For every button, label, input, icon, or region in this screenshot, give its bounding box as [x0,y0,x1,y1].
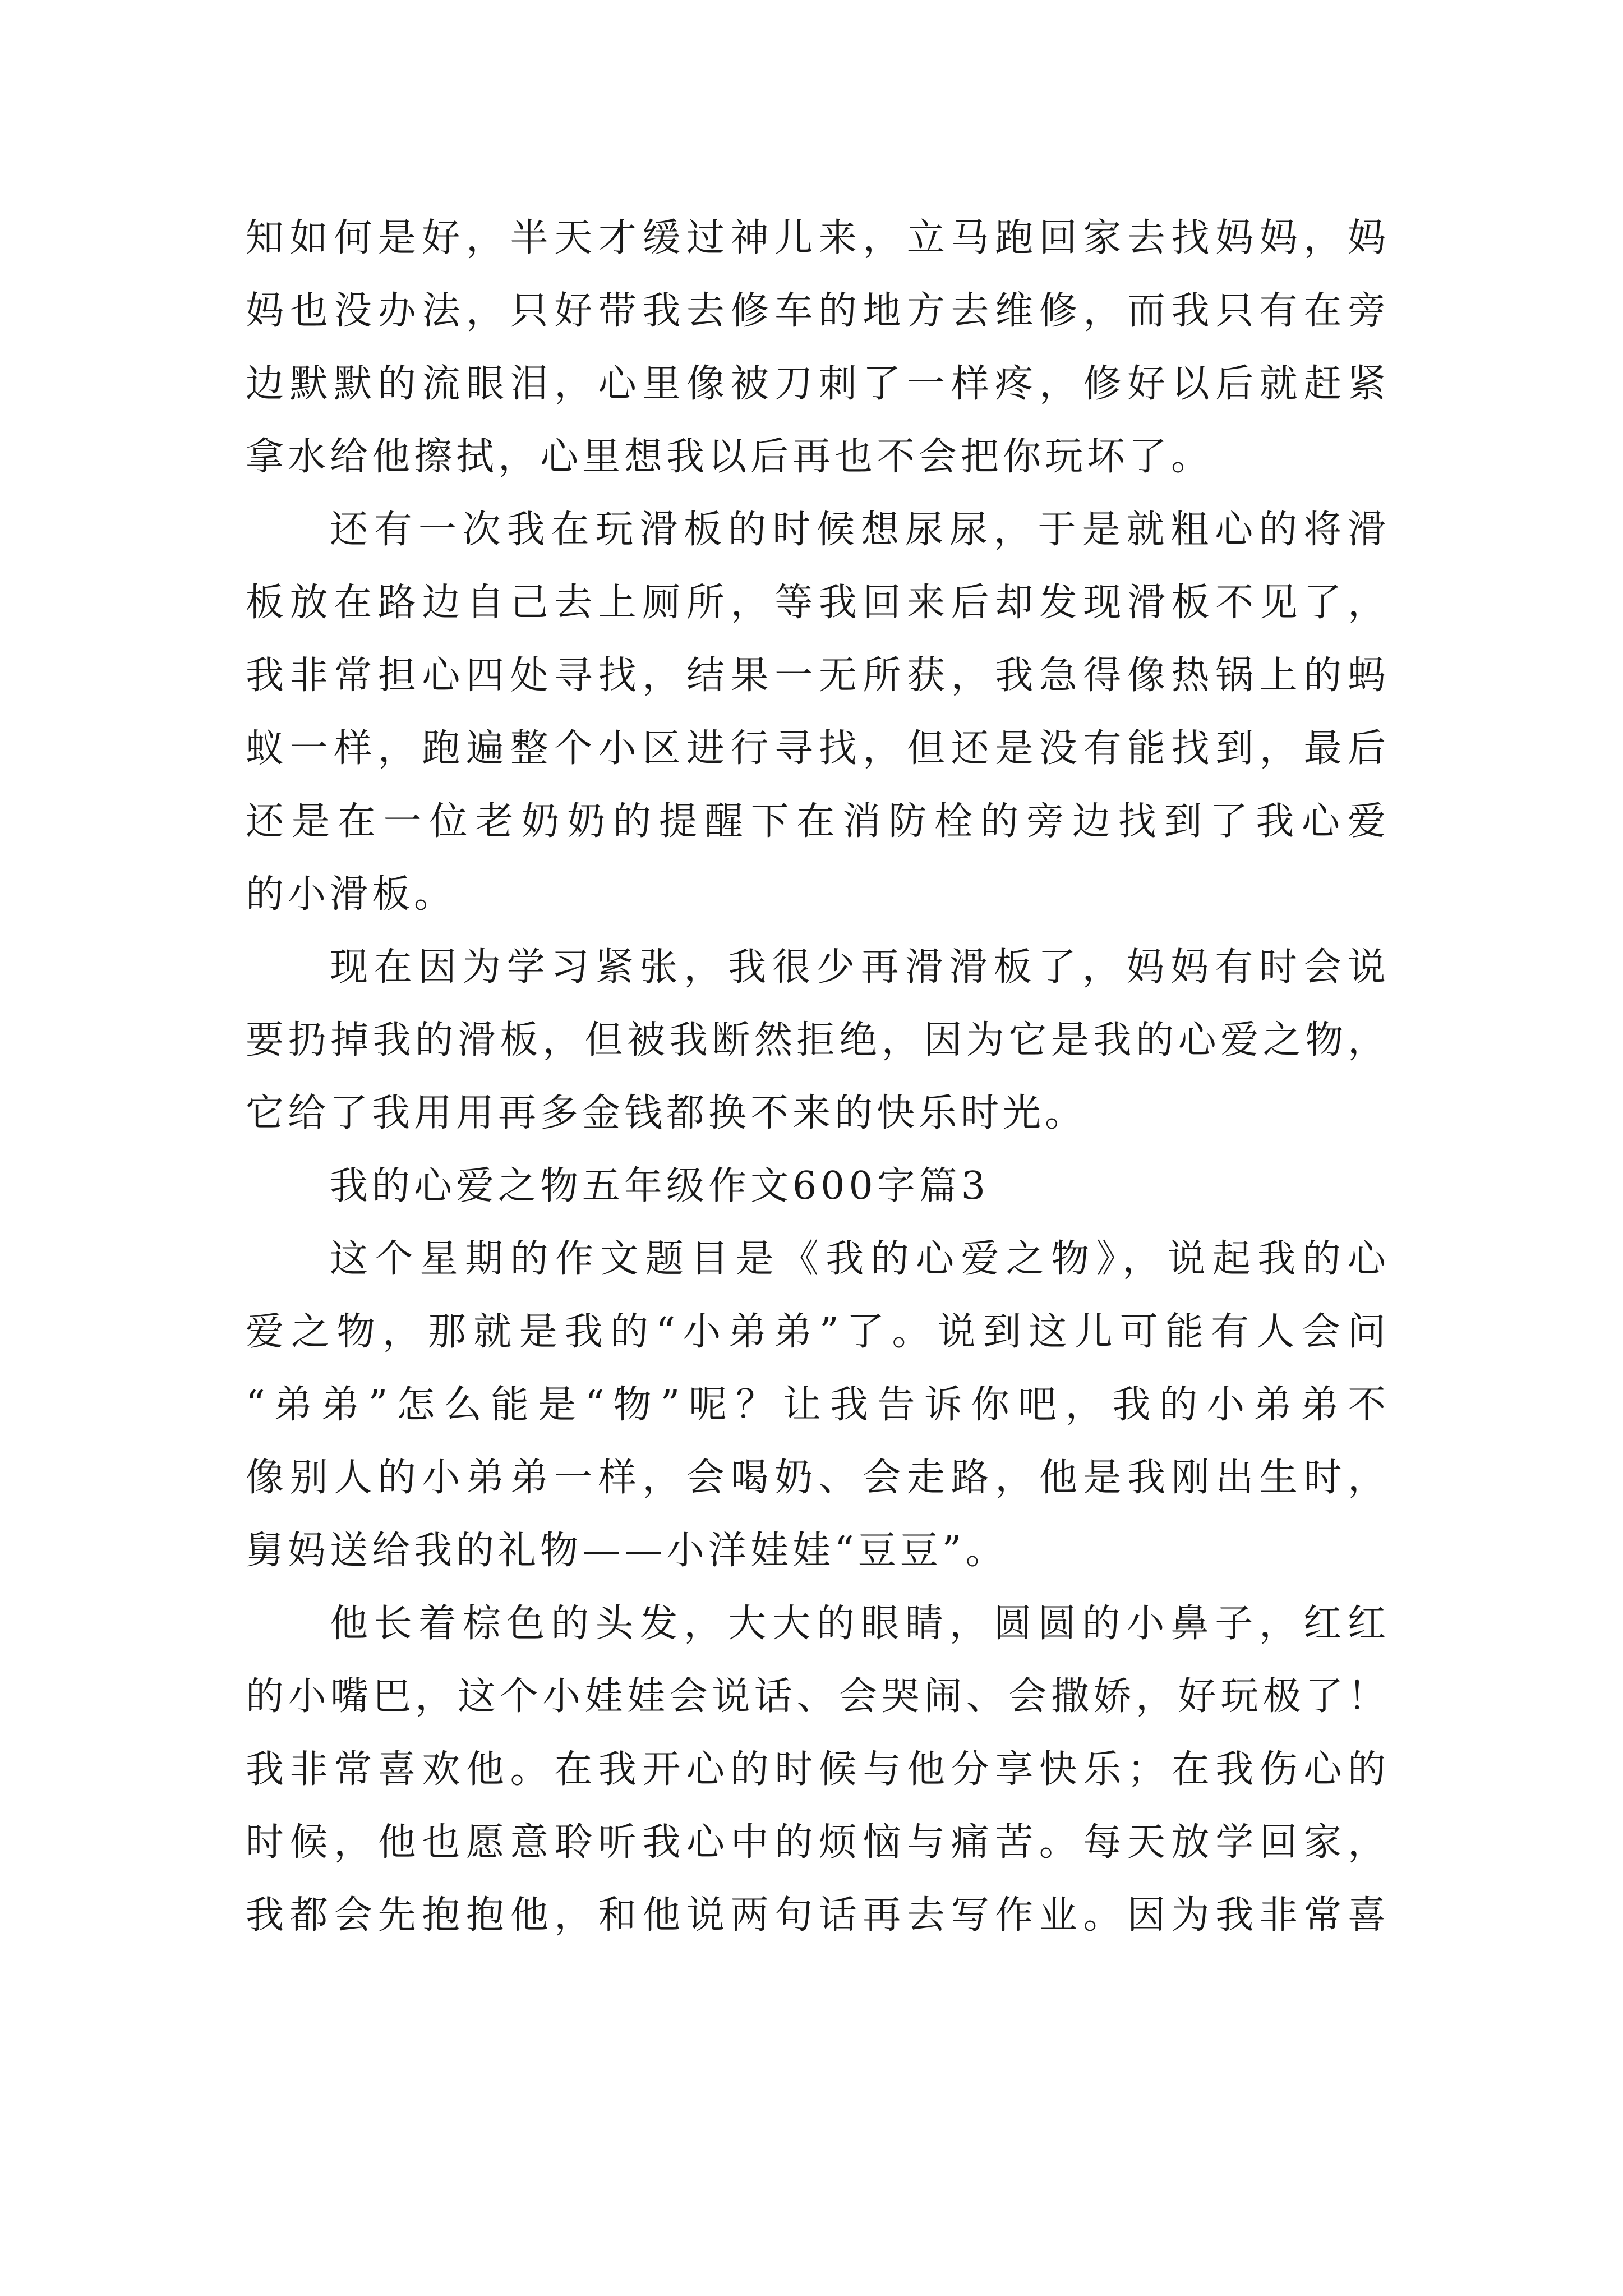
text-line: 还是在一位老奶奶的提醒下在消防栓的旁边找到了我心爱 [246,799,1390,844]
text-line: 爱之物，那就是我的“小弟弟”了。说到这儿可能有人会问 [246,1310,1390,1354]
text-line: 妈也没办法，只好带我去修车的地方去维修，而我只有在旁 [246,289,1390,333]
text-line: 板放在路边自己去上厕所，等我回来后却发现滑板不见了， [246,581,1390,625]
text-line: 我都会先抱抱他，和他说两句话再去写作业。因为我非常喜 [246,1893,1390,1938]
text-line: 时候，他也愿意聆听我心中的烦恼与痛苦。每天放学回家， [246,1820,1390,1865]
text-line: 的小滑板。 [246,872,457,917]
text-line: 像别人的小弟弟一样，会喝奶、会走路，他是我刚出生时， [246,1456,1390,1500]
text-line: 舅妈送给我的礼物——小洋娃娃“豆豆”。 [246,1529,1008,1573]
paragraph-first-line: 他长着棕色的头发，大大的眼睛，圆圆的小鼻子，红红 [330,1602,1390,1646]
text-line: 知如何是好，半天才缓过神儿来，立马跑回家去找妈妈，妈 [246,216,1390,260]
text-line: 蚁一样，跑遍整个小区进行寻找，但还是没有能找到，最后 [246,726,1390,771]
text-line: 的小嘴巴，这个小娃娃会说话、会哭闹、会撒娇，好玩极了！ [246,1674,1390,1719]
text-line: 它给了我用用再多金钱都换不来的快乐时光。 [246,1091,1087,1135]
text-line: 我非常担心四处寻找，结果一无所获，我急得像热锅上的蚂 [246,654,1390,698]
text-line: “弟弟”怎么能是“物”呢？让我告诉你吧，我的小弟弟不 [246,1383,1390,1427]
essay-body [246,202,1390,1952]
paragraph-first-line: 还有一次我在玩滑板的时候想尿尿，于是就粗心的将滑 [330,508,1390,552]
text-line: 要扔掉我的滑板，但被我断然拒绝，因为它是我的心爱之物， [246,1018,1390,1062]
text-line: 拿水给他擦拭，心里想我以后再也不会把你玩坏了。 [246,435,1214,479]
text-line: 边默默的流眼泪，心里像被刀刺了一样疼，修好以后就赶紧 [246,362,1390,406]
paragraph-first-line: 现在因为学习紧张，我很少再滑滑板了，妈妈有时会说 [330,945,1390,990]
section-heading: 我的心爱之物五年级作文600字篇3 [330,1164,990,1208]
paragraph-first-line: 这个星期的作文题目是《我的心爱之物》，说起我的心 [330,1237,1390,1281]
text-line: 我非常喜欢他。在我开心的时候与他分享快乐；在我伤心的 [246,1747,1390,1792]
